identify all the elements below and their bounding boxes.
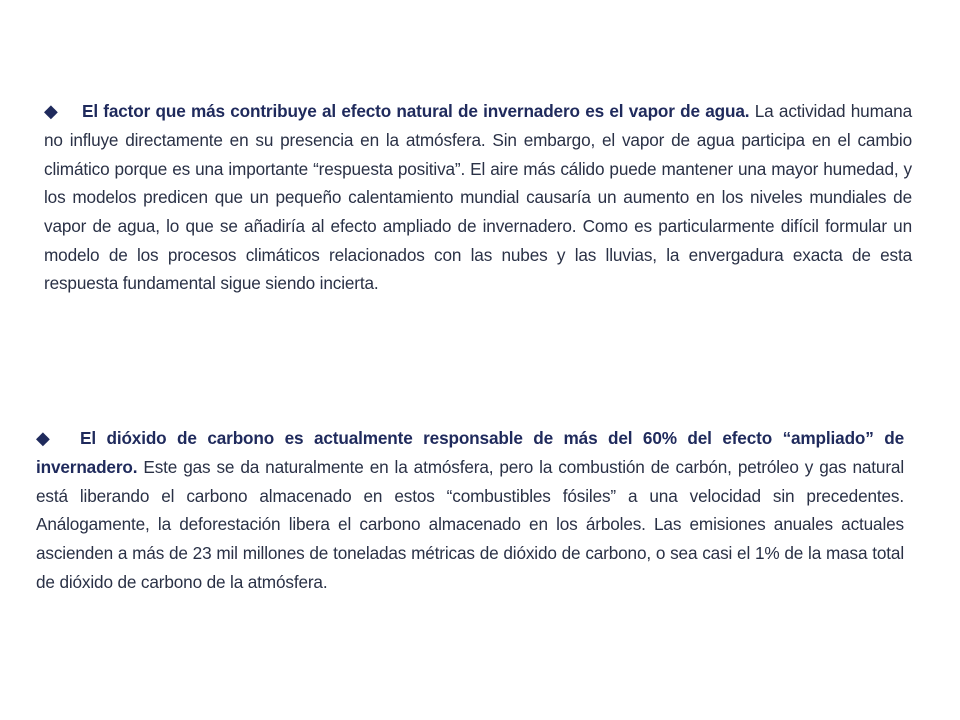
paragraph-lead: El factor que más contribuye al efecto natural de invernadero es el vapor de agua. bbox=[82, 101, 750, 122]
paragraph-body: La actividad humana no influye directamente en su presencia en la atmósfera. Sin embargo, el vapor de agua participa en el cambio climático porque es una importante “respuesta positiva”. El aire más cálido puede mantener una mayor humedad, y los modelos predicen que un pequeño calentamiento mundial causaría un aumento en los niveles mundiales de vapor de agua, lo que se añadiría al efecto ampliado de invernadero. Como es particularmente difícil formular un modelo de los procesos climáticos relacionados con las nubes y las lluvias, la envergadura exacta de esta respuesta fundamental sigue siendo incierta. bbox=[44, 101, 912, 294]
paragraph-carbon-dioxide bbox=[36, 424, 904, 596]
paragraph-body: Este gas se da naturalmente en la atmósfera, pero la combustión de carbón, petróleo y gas natural está liberando el carbono almacenado en estos “combustibles fósiles” a una velocidad sin precedentes. Análogamente, la deforestación libera el carbono almacenado en los árboles. Las emisiones anuales actuales ascienden a más de 23 mil millones de toneladas métricas de dióxido de carbono, o sea casi el 1% de la masa total de dióxido de carbono de la atmósfera. bbox=[36, 456, 904, 592]
paragraph-water-vapor bbox=[44, 97, 912, 298]
diamond-bullet-icon: ◆ bbox=[44, 101, 58, 122]
diamond-bullet-icon: ◆ bbox=[36, 428, 50, 449]
paragraph-lead: El dióxido de carbono es actualmente responsable de más del 60% del efecto “ampliado” de invernadero. bbox=[36, 428, 904, 477]
